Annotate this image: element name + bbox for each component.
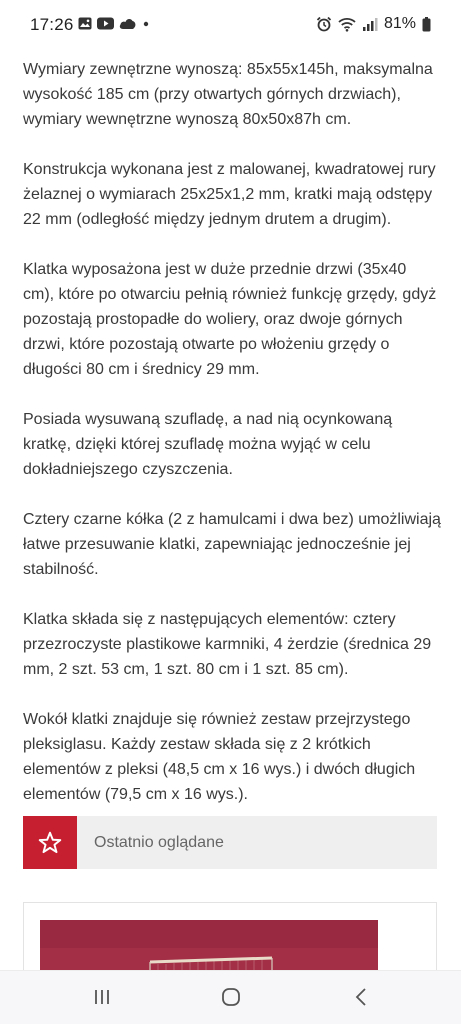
- recently-viewed-label: Ostatnio oglądane: [94, 833, 224, 851]
- dot-icon: [141, 17, 151, 30]
- signal-icon: [362, 17, 378, 32]
- navigation-bar: [0, 970, 461, 1024]
- description-paragraph: Cztery czarne kółka (2 z hamulcami i dwa bez) umożliwiają łatwe przesuwanie klatki, zapewniając jednocześnie jej stabilność.: [23, 511, 441, 578]
- cloud-icon: [119, 17, 136, 30]
- recently-viewed-bar[interactable]: [23, 816, 437, 869]
- alarm-icon: [316, 16, 332, 32]
- back-icon[interactable]: [352, 987, 372, 1007]
- description-paragraph: Konstrukcja wykonana jest z malowanej, kwadratowej rury żelaznej o wymiarach 25x25x1,2 mm, kratki mają odstępy 22 mm (odległość między jednym drutem a drugim).: [23, 161, 436, 228]
- description-paragraph: Posiada wysuwaną szufladę, a nad nią ocynkowaną kratkę, dzięki której szufladę można wyjąć w celu dokładniejszego czyszczenia.: [23, 411, 393, 478]
- battery-icon: [422, 17, 431, 32]
- product-description: [23, 57, 441, 832]
- description-paragraph: Klatka składa się z następujących elementów: cztery przezroczyste plastikowe karmniki, 4 żerdzie (średnica 29 mm, 2 szt. 53 cm, 1 szt. 80 cm i 1 szt. 85 cm).: [23, 611, 432, 678]
- battery-percent: 81%: [383, 15, 416, 32]
- youtube-icon: [97, 17, 114, 30]
- recently-viewed-star-box: [23, 816, 77, 869]
- recents-icon[interactable]: [92, 987, 112, 1007]
- status-right: [316, 15, 431, 33]
- star-icon: [37, 830, 63, 856]
- description-paragraph: Klatka wyposażona jest w duże przednie drzwi (35x40 cm), które po otwarciu pełnią również funkcję grzędy, gdyż pozostają prostopadłe do woliery, oraz dwoje górnych drzwi, które pozostają otwarte po włożeniu grzędy o długości 80 cm i średnicy 29 mm.: [23, 261, 437, 378]
- wifi-icon: [338, 17, 356, 32]
- home-icon[interactable]: [221, 987, 241, 1007]
- status-bar: [0, 0, 461, 48]
- status-time: 17:26: [30, 15, 74, 34]
- description-paragraph: Wymiary zewnętrzne wynoszą: 85x55x145h, maksymalna wysokość 185 cm (przy otwartych górnych drzwiach), wymiary wewnętrzne wynoszą 80x50x87h cm.: [23, 61, 433, 128]
- gallery-icon: [78, 17, 92, 30]
- description-paragraph: Wokół klatki znajduje się również zestaw przejrzystego pleksiglasu. Każdy zestaw składa się z 2 krótkich elementów z pleksi (48,5 cm x 16 wys.) i dwóch długich elementów (79,5 cm x 16 wys.).: [23, 711, 416, 803]
- status-left-icons: [78, 17, 151, 30]
